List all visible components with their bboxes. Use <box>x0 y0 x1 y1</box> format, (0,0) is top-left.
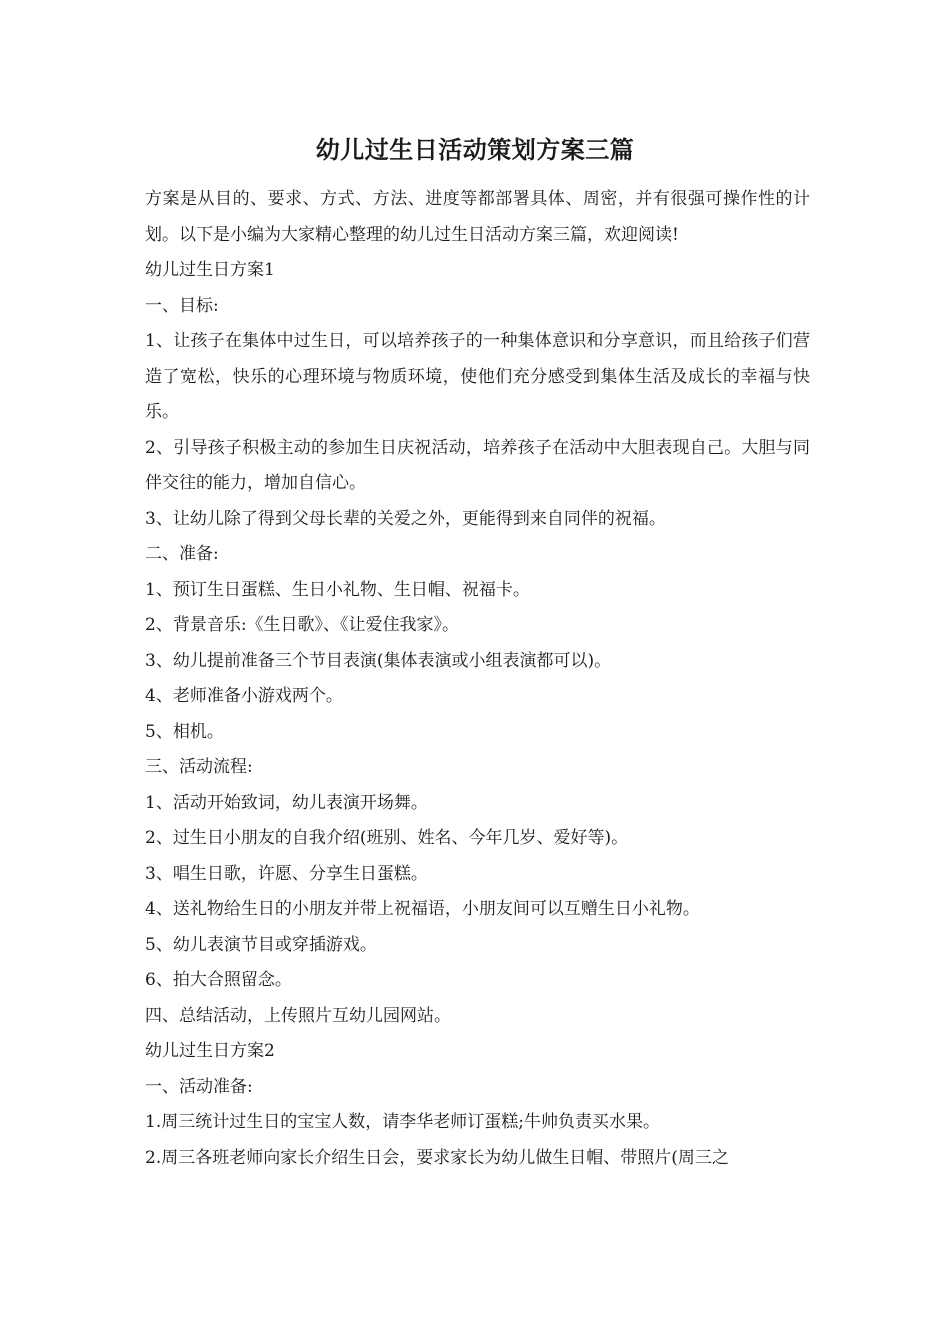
list-item: 1.周三统计过生日的宝宝人数，请李华老师订蛋糕;牛帅负责买水果。 <box>145 1112 660 1132</box>
list-item: 4、送礼物给生日的小朋友并带上祝福语，小朋友间可以互赠生日小礼物。 <box>145 899 700 919</box>
list-item: 3、唱生日歌，许愿、分享生日蛋糕。 <box>145 863 428 884</box>
list-item: 2、过生日小朋友的自我介绍(班别、姓名、今年几岁、爱好等)。 <box>145 828 629 848</box>
subsection-heading: 二、准备: <box>145 544 219 564</box>
list-item: 6、拍大合照留念。 <box>145 970 292 990</box>
subsection-heading: 四、总结活动，上传照片互幼儿园网站。 <box>145 1005 451 1026</box>
subsection-heading: 一、目标: <box>145 295 219 316</box>
list-item: 3、让幼儿除了得到父母长辈的关爱之外，更能得到来自同伴的祝福。 <box>145 508 666 529</box>
list-item: 2、引导孩子积极主动的参加生日庆祝活动，培养孩子在活动中大胆表现自己。大胆与同伴交往的能力，增加自信心。 <box>145 437 810 493</box>
list-item: 4、老师准备小游戏两个。 <box>145 686 343 706</box>
list-item: 5、相机。 <box>145 721 224 742</box>
list-item: 1、让孩子在集体中过生日，可以培养孩子的一种集体意识和分享意识，而且给孩子们营造了宽松，快乐的心理环境与物质环境，使他们充分感受到集体生活及成长的幸福与快乐。 <box>145 331 810 422</box>
document-body <box>145 182 810 1176</box>
section-heading: 幼儿过生日方案1 <box>145 260 275 280</box>
list-item: 5、幼儿表演节目或穿插游戏。 <box>145 934 377 955</box>
section-heading: 幼儿过生日方案2 <box>145 1041 275 1061</box>
document-title: 幼儿过生日活动策划方案三篇 <box>315 135 635 164</box>
list-item: 2、背景音乐:《生日歌》、《让爱住我家》。 <box>145 615 460 635</box>
list-item: 2.周三各班老师向家长介绍生日会，要求家长为幼儿做生日帽、带照片(周三之 <box>145 1147 729 1168</box>
list-item: 1、预订生日蛋糕、生日小礼物、生日帽、祝福卡。 <box>145 579 530 600</box>
list-item: 1、活动开始致词，幼儿表演开场舞。 <box>145 792 428 813</box>
subsection-heading: 三、活动流程: <box>145 757 253 777</box>
subsection-heading: 一、活动准备: <box>145 1076 253 1097</box>
list-item: 3、幼儿提前准备三个节目表演(集体表演或小组表演都可以)。 <box>145 650 612 671</box>
paragraph: 方案是从目的、要求、方式、方法、进度等都部署具体、周密，并有很强可操作性的计划。以下是小编为大家精心整理的幼儿过生日活动方案三篇，欢迎阅读! <box>145 189 810 245</box>
